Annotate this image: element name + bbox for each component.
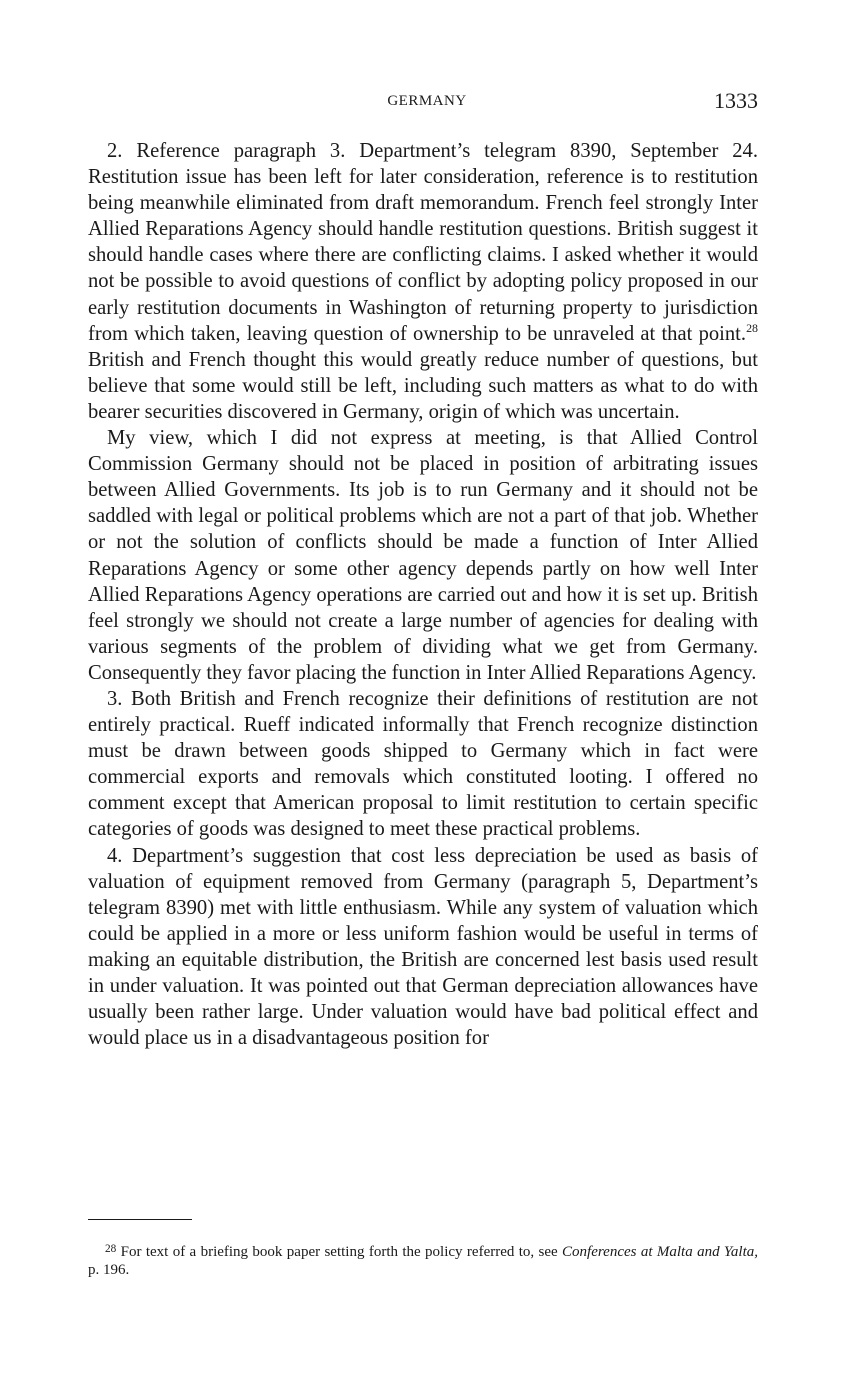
- paragraph-valuation: 4. Department’s suggestion that cost less depreciation be used as basis of valuation of equipment removed from Germany (paragraph 5, Department’s telegram 8390) met with little enthusiasm. While any system of valuation which could be applied in a more or less uniform fashion would be useful in terms of making an equitable distribution, the British are concerned lest basis used result in under valuation. It was pointed out that German depreciation allowances have usually been rather large. Under valuation would have bad political effect and would place us in a disadvantageous position for: [88, 844, 758, 1050]
- paragraph-definitions-of-restitution: 3. Both British and French recognize their definitions of restitution are not entirely practical. Rueff indicated informally that French recognize distinction must be drawn between goods shipped to Germany which in fact were commercial exports and removals which constituted looting. I offered no comment except that American proposal to limit restitution to certain specific categories of goods was designed to meet these practical problems.: [88, 687, 758, 841]
- footnote-reference[interactable]: 28: [746, 320, 758, 335]
- footnote-number: 28: [105, 1243, 117, 1255]
- footnote-divider: [88, 1219, 192, 1220]
- footnote-citation-title: Conferences at Malta and Yalta,: [562, 1243, 758, 1260]
- running-header-title: GERMANY: [387, 93, 467, 109]
- paragraph-text: British and French thought this would greatly reduce number of questions, but believe that some would still be left, including such matters as what to do with bearer securities discovered in Germany, origin of which was uncertain.: [88, 348, 758, 423]
- paragraph-my-view: My view, which I did not express at meeting, is that Allied Control Commission Germany should not be placed in position of arbitrating issues between Allied Governments. Its job is to run Germany and it should not be saddled with legal or political problems which are not a part of that job. Whether or not the solution of conflicts should be made a function of Inter Allied Reparations Agency or some other agency depends partly on how well Inter Allied Reparations Agency operations are carried out and how it is set up. British feel strongly we should not create a large number of agencies for dealing with various segments of the problem of dividing what we get from Germany. Consequently they favor placing the function in Inter Allied Reparations Agency.: [88, 427, 758, 684]
- page-number: 1333: [714, 88, 758, 113]
- footnote-text-end: p. 196.: [88, 1261, 130, 1278]
- footnote: [88, 1240, 758, 1279]
- paragraph-text: 2. Reference paragraph 3. Department’s telegram 8390, September 24. Restitution issue has been left for later consideration, reference is to restitution being meanwhile eliminated from draft memorandum. French feel strongly Inter Allied Reparations Agency should handle restitution questions. British suggest it should handle cases where there are conflicting claims. I asked whether it would not be possible to avoid questions of conflict by adopting policy proposed in our early restitution documents in Washington of returning property to jurisdiction from which taken, leaving question of ownership to be unraveled at that point.: [88, 140, 758, 345]
- paragraph-restitution-reference: [88, 138, 758, 425]
- body-text: [88, 138, 758, 1051]
- footnote-text: For text of a briefing book paper setting forth the policy referred to, see: [120, 1243, 563, 1260]
